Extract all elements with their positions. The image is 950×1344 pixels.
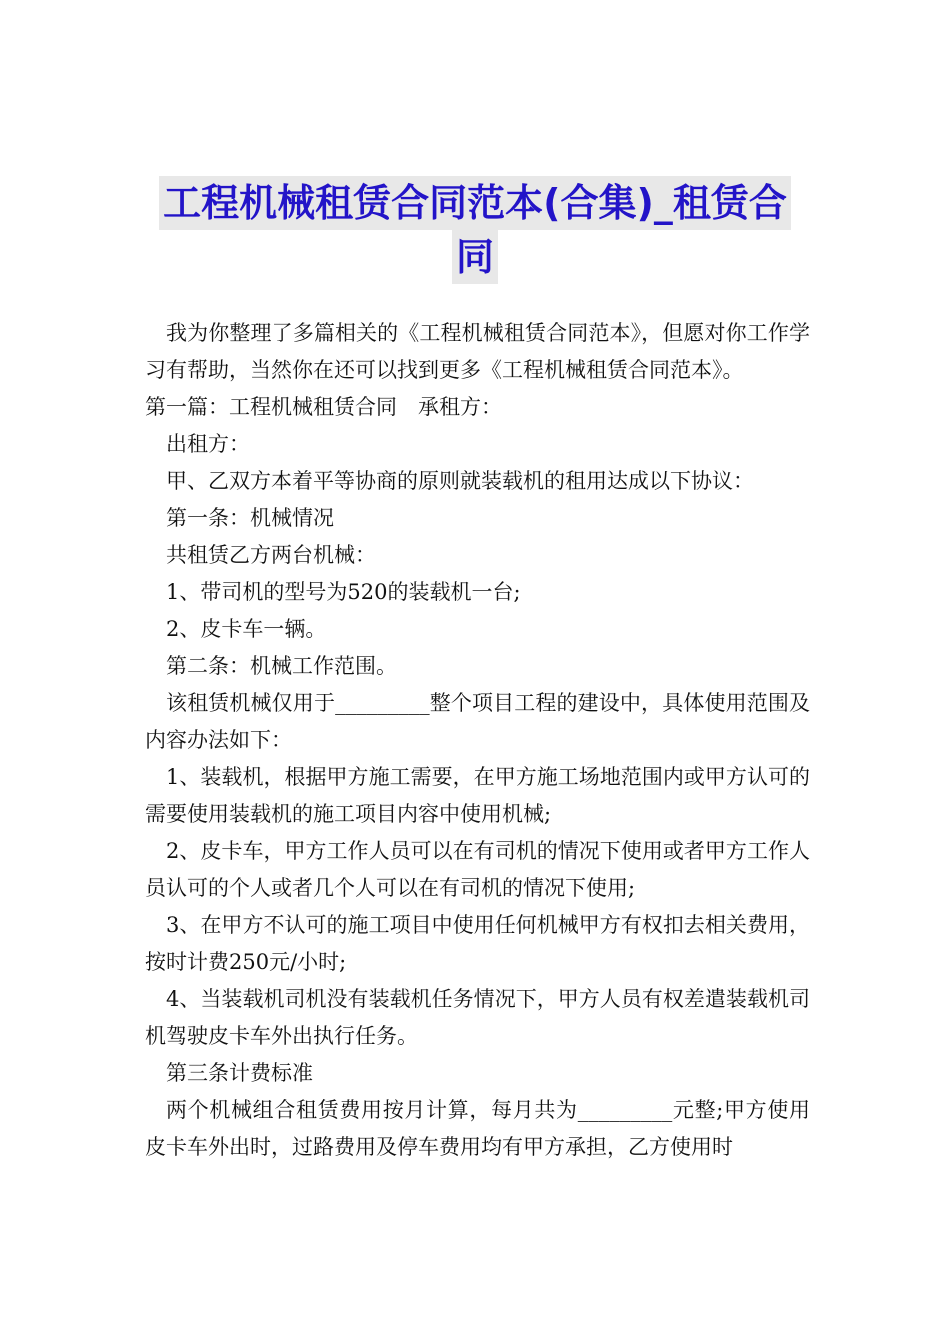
body-paragraph: 1、装载机，根据甲方施工需要，在甲方施工场地范围内或甲方认可的需要使用装载机的施工项目内容中使用机械; xyxy=(145,765,810,826)
title-line-2: 同 xyxy=(452,230,498,284)
body-paragraph: 1、带司机的型号为520的装载机一台; xyxy=(166,580,521,604)
body-paragraph: 共租赁乙方两台机械： xyxy=(166,543,376,567)
body-paragraph: 3、在甲方不认可的施工项目中使用任何机械甲方有权扣去相关费用，按时计费250元/小时; xyxy=(145,913,810,974)
document-body xyxy=(145,315,810,1166)
body-paragraph: 甲、乙双方本着平等协商的原则就装载机的租用达成以下协议： xyxy=(166,469,754,493)
body-paragraph: 第一条：机械情况 xyxy=(166,506,334,530)
body-paragraph: 2、皮卡车一辆。 xyxy=(166,617,327,641)
document-title xyxy=(120,176,830,284)
body-paragraph: 第三条计费标准 xyxy=(166,1061,313,1085)
body-paragraph: 该租赁机械仅用于_________整个项目工程的建设中，具体使用范围及内容办法如下： xyxy=(145,691,810,752)
body-paragraph: 第二条：机械工作范围。 xyxy=(166,654,397,678)
body-paragraph: 两个机械组合租赁费用按月计算，每月共为_________元整;甲方使用皮卡车外出时，过路费用及停车费用均有甲方承担，乙方使用时 xyxy=(145,1098,810,1159)
body-paragraph: 4、当装载机司机没有装载机任务情况下，甲方人员有权差遣装载机司机驾驶皮卡车外出执行任务。 xyxy=(145,987,810,1048)
body-paragraph: 出租方： xyxy=(166,432,250,456)
title-line-1: 工程机械租赁合同范本(合集)_租赁合 xyxy=(159,176,791,230)
body-paragraph: 第一篇：工程机械租赁合同 承租方： xyxy=(145,395,502,419)
body-paragraph: 2、皮卡车，甲方工作人员可以在有司机的情况下使用或者甲方工作人员认可的个人或者几个人可以在有司机的情况下使用; xyxy=(145,839,810,900)
body-paragraph: 我为你整理了多篇相关的《工程机械租赁合同范本》，但愿对你工作学习有帮助，当然你在还可以找到更多《工程机械租赁合同范本》。 xyxy=(145,321,810,382)
